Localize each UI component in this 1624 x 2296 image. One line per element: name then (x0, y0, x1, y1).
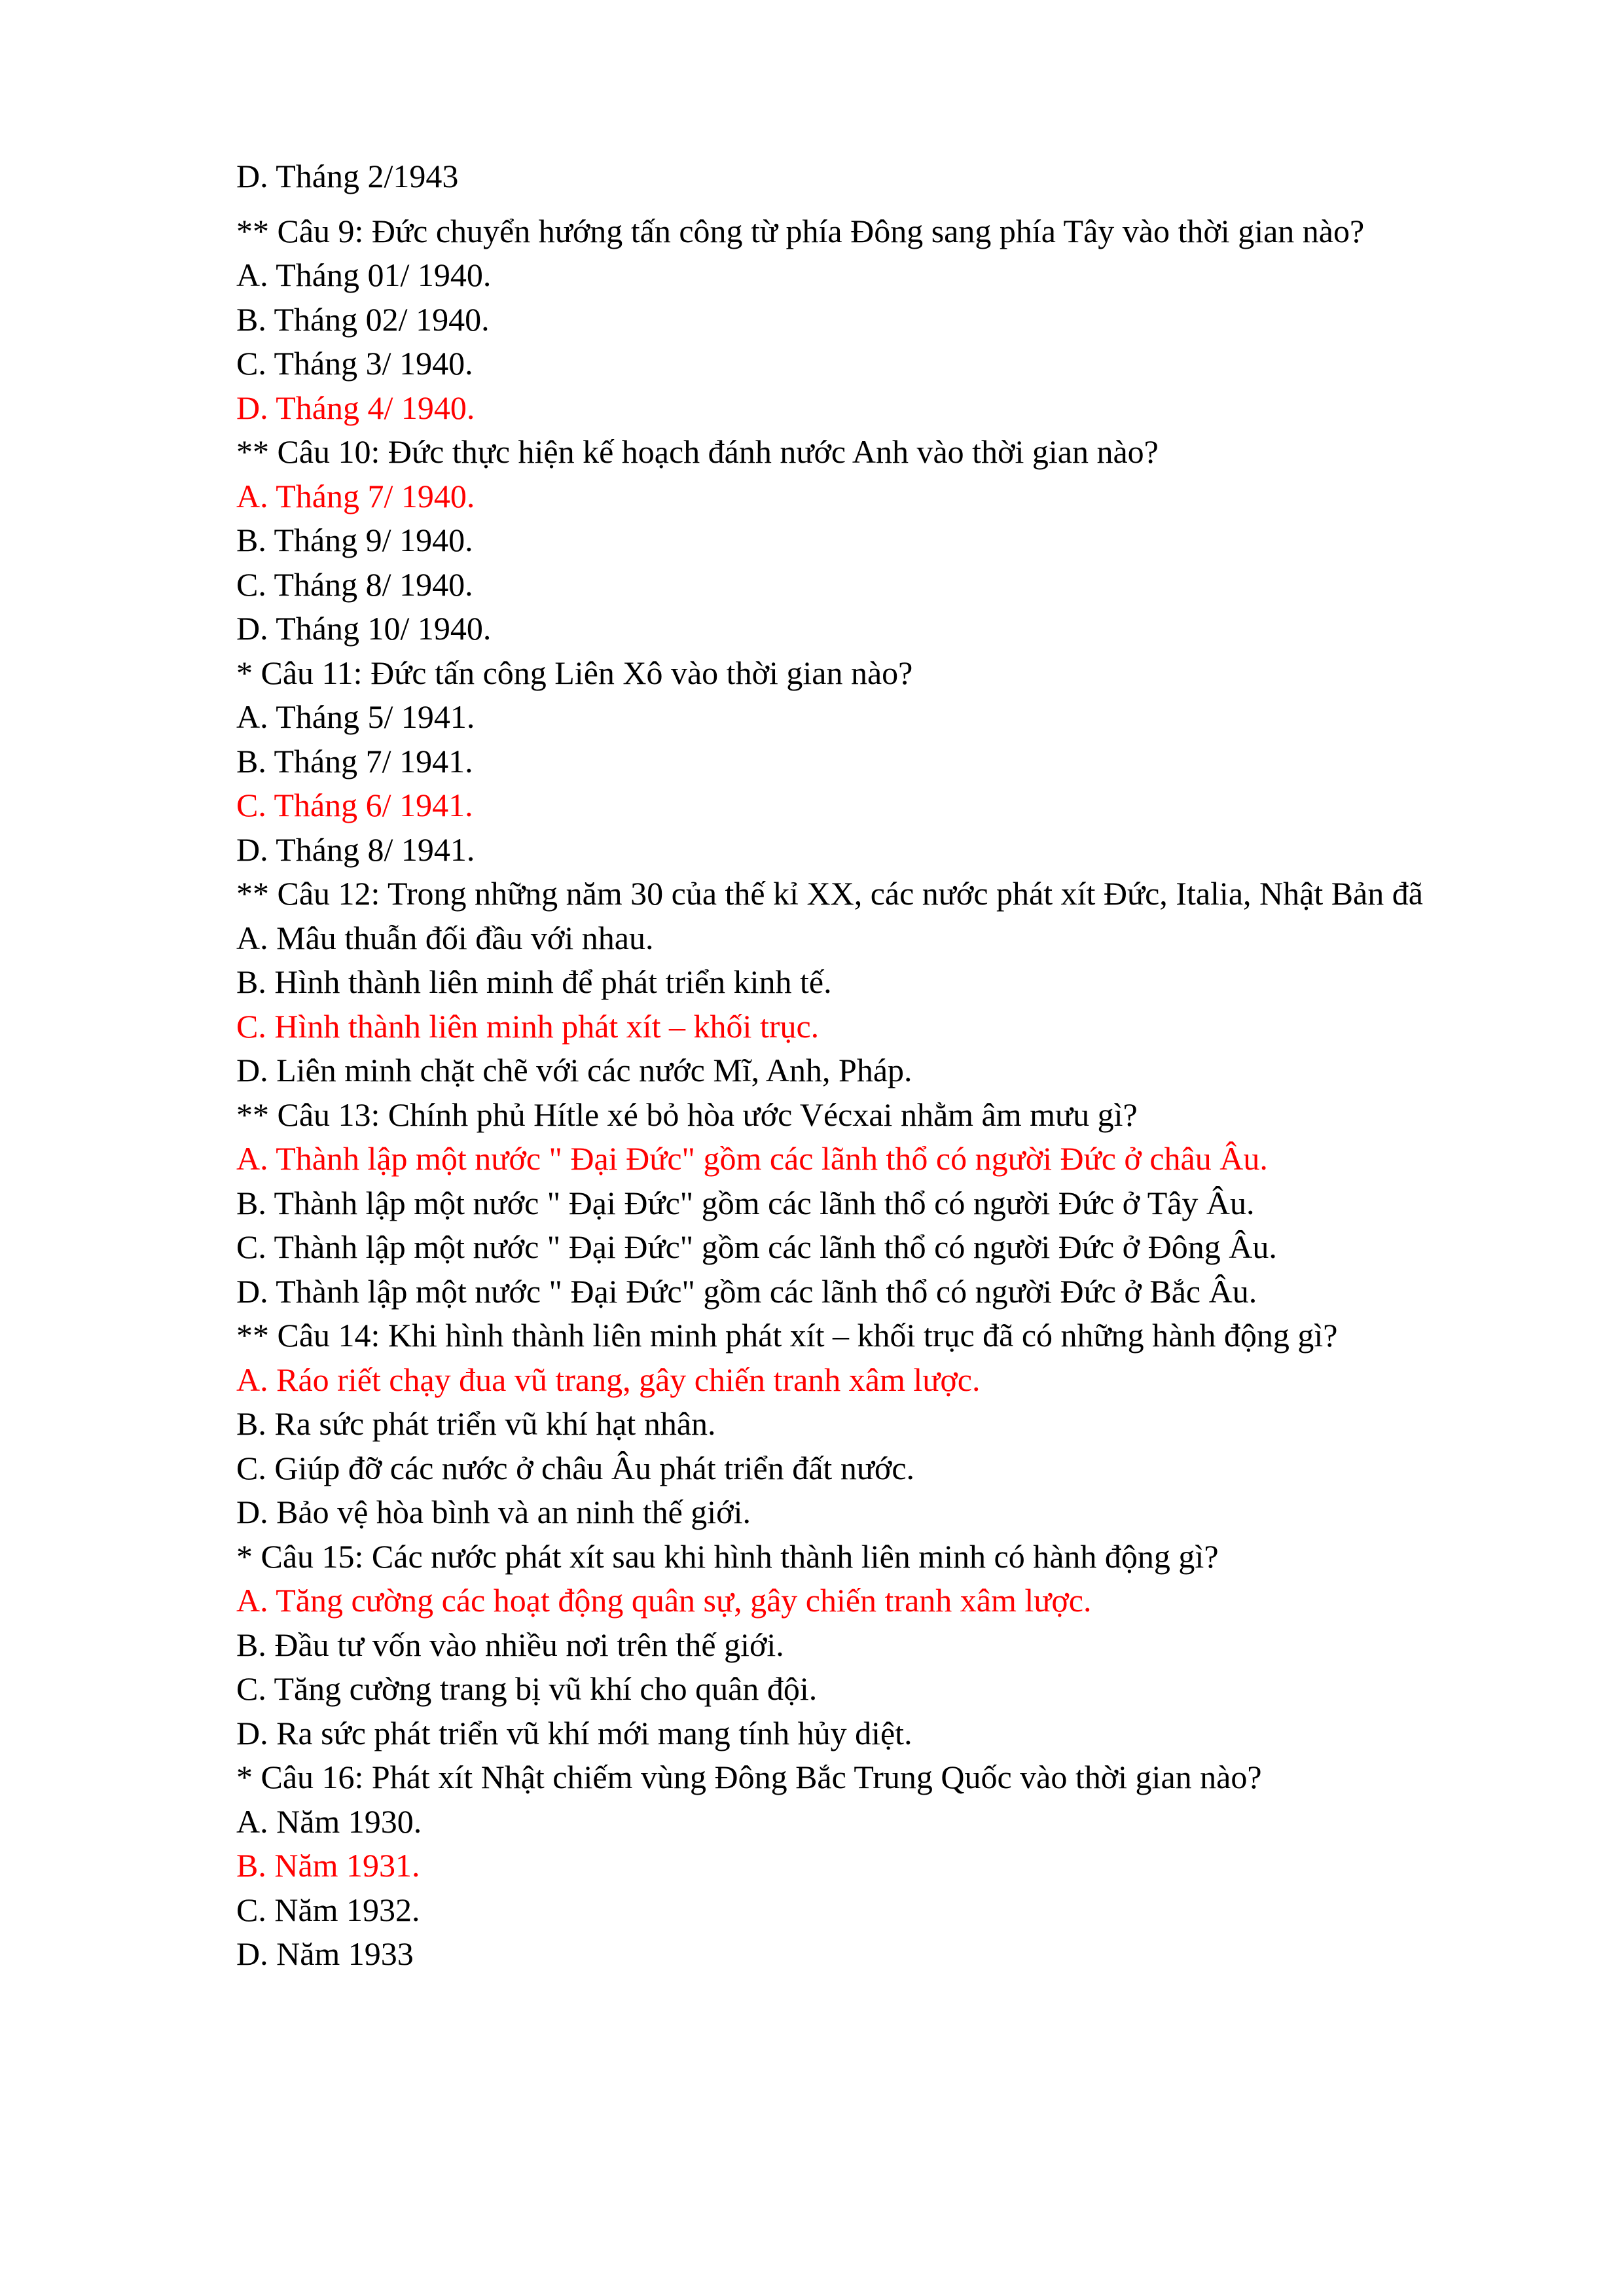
question-prompt: * Câu 11: Đức tấn công Liên Xô vào thời gian nào? (236, 654, 913, 691)
answer-option: C. Tháng 3/ 1940. (236, 345, 473, 382)
question-list (236, 209, 1539, 1977)
answer-option: B. Hình thành liên minh để phát triển kinh tế. (236, 963, 832, 1000)
question-prompt: * Câu 15: Các nước phát xít sau khi hình thành liên minh có hành động gì? (236, 1537, 1219, 1575)
question-prompt: * Câu 16: Phát xít Nhật chiếm vùng Đông Bắc Trung Quốc vào thời gian nào? (236, 1759, 1262, 1795)
answer-option: B. Thành lập một nước " Đại Đức" gồm các lãnh thổ có người Đức ở Tây Âu. (236, 1184, 1255, 1221)
correct-answer-option: A. Tăng cường các hoạt động quân sự, gây chiến tranh xâm lược. (236, 1582, 1092, 1619)
question-block (236, 1314, 1539, 1535)
correct-answer-option: C. Hình thành liên minh phát xít – khối trục. (236, 1007, 820, 1045)
answer-option: B. Ra sức phát triển vũ khí hạt nhân. (236, 1405, 716, 1442)
answer-option: A. Mâu thuẫn đối đầu với nhau. (236, 919, 654, 956)
answer-option: D. Tháng 8/ 1941. (236, 831, 475, 868)
correct-answer-option: A. Tháng 7/ 1940. (236, 477, 475, 514)
answer-option: C. Giúp đỡ các nước ở châu Âu phát triển đất nước. (236, 1449, 915, 1486)
question-block (236, 209, 1539, 431)
answer-option: B. Tháng 9/ 1940. (236, 522, 473, 558)
answer-option: D. Thành lập một nước " Đại Đức" gồm các lãnh thổ có người Đức ở Bắc Âu. (236, 1272, 1257, 1310)
answer-option: D. Ra sức phát triển vũ khí mới mang tính hủy diệt. (236, 1714, 912, 1751)
question-prompt: ** Câu 13: Chính phủ Hítle xé bỏ hòa ước Vécxai nhằm âm mưu gì? (236, 1096, 1138, 1133)
question-block (236, 1093, 1539, 1314)
answer-option: A. Tháng 01/ 1940. (236, 257, 492, 293)
question-block (236, 1535, 1539, 1756)
answer-option: D. Tháng 10/ 1940. (236, 610, 492, 647)
answer-option: A. Tháng 5/ 1941. (236, 698, 475, 735)
question-block (236, 430, 1539, 651)
answer-option: D. Liên minh chặt chẽ với các nước Mĩ, Anh, Pháp. (236, 1052, 912, 1088)
answer-option: C. Năm 1932. (236, 1891, 420, 1928)
question-block (236, 1755, 1539, 1977)
question-prompt: ** Câu 9: Đức chuyển hướng tấn công từ phía Đông sang phía Tây vào thời gian nào? (236, 212, 1365, 249)
answer-option: B. Tháng 02/ 1940. (236, 300, 490, 338)
answer-option: C. Thành lập một nước " Đại Đức" gồm các lãnh thổ có người Đức ở Đông Âu. (236, 1229, 1277, 1265)
question-prompt: ** Câu 10: Đức thực hiện kế hoạch đánh nước Anh vào thời gian nào? (236, 433, 1159, 470)
correct-answer-option: A. Thành lập một nước " Đại Đức" gồm các lãnh thổ có người Đức ở châu Âu. (236, 1140, 1268, 1177)
answer-option: B. Đầu tư vốn vào nhiều nơi trên thế giới. (236, 1626, 784, 1663)
question-block (236, 651, 1539, 872)
correct-answer-option: A. Ráo riết chạy đua vũ trang, gây chiến tranh xâm lược. (236, 1361, 981, 1398)
question-prompt: ** Câu 12: Trong những năm 30 của thế kỉ XX, các nước phát xít Đức, Italia, Nhật Bản đã (236, 875, 1423, 912)
document-page (236, 154, 1539, 1977)
lead-option: D. Tháng 2/1943 (236, 158, 459, 194)
question-block (236, 872, 1539, 1093)
correct-answer-option: B. Năm 1931. (236, 1847, 420, 1884)
answer-option: D. Năm 1933 (236, 1935, 414, 1972)
answer-option: D. Bảo vệ hòa bình và an ninh thế giới. (236, 1494, 751, 1530)
correct-answer-option: C. Tháng 6/ 1941. (236, 787, 473, 823)
answer-option: B. Tháng 7/ 1941. (236, 742, 473, 780)
answer-option: C. Tăng cường trang bị vũ khí cho quân đội. (236, 1670, 818, 1707)
answer-option: A. Năm 1930. (236, 1803, 422, 1840)
question-prompt: ** Câu 14: Khi hình thành liên minh phát xít – khối trục đã có những hành động gì? (236, 1317, 1338, 1354)
correct-answer-option: D. Tháng 4/ 1940. (236, 389, 475, 426)
answer-option: C. Tháng 8/ 1940. (236, 565, 473, 603)
